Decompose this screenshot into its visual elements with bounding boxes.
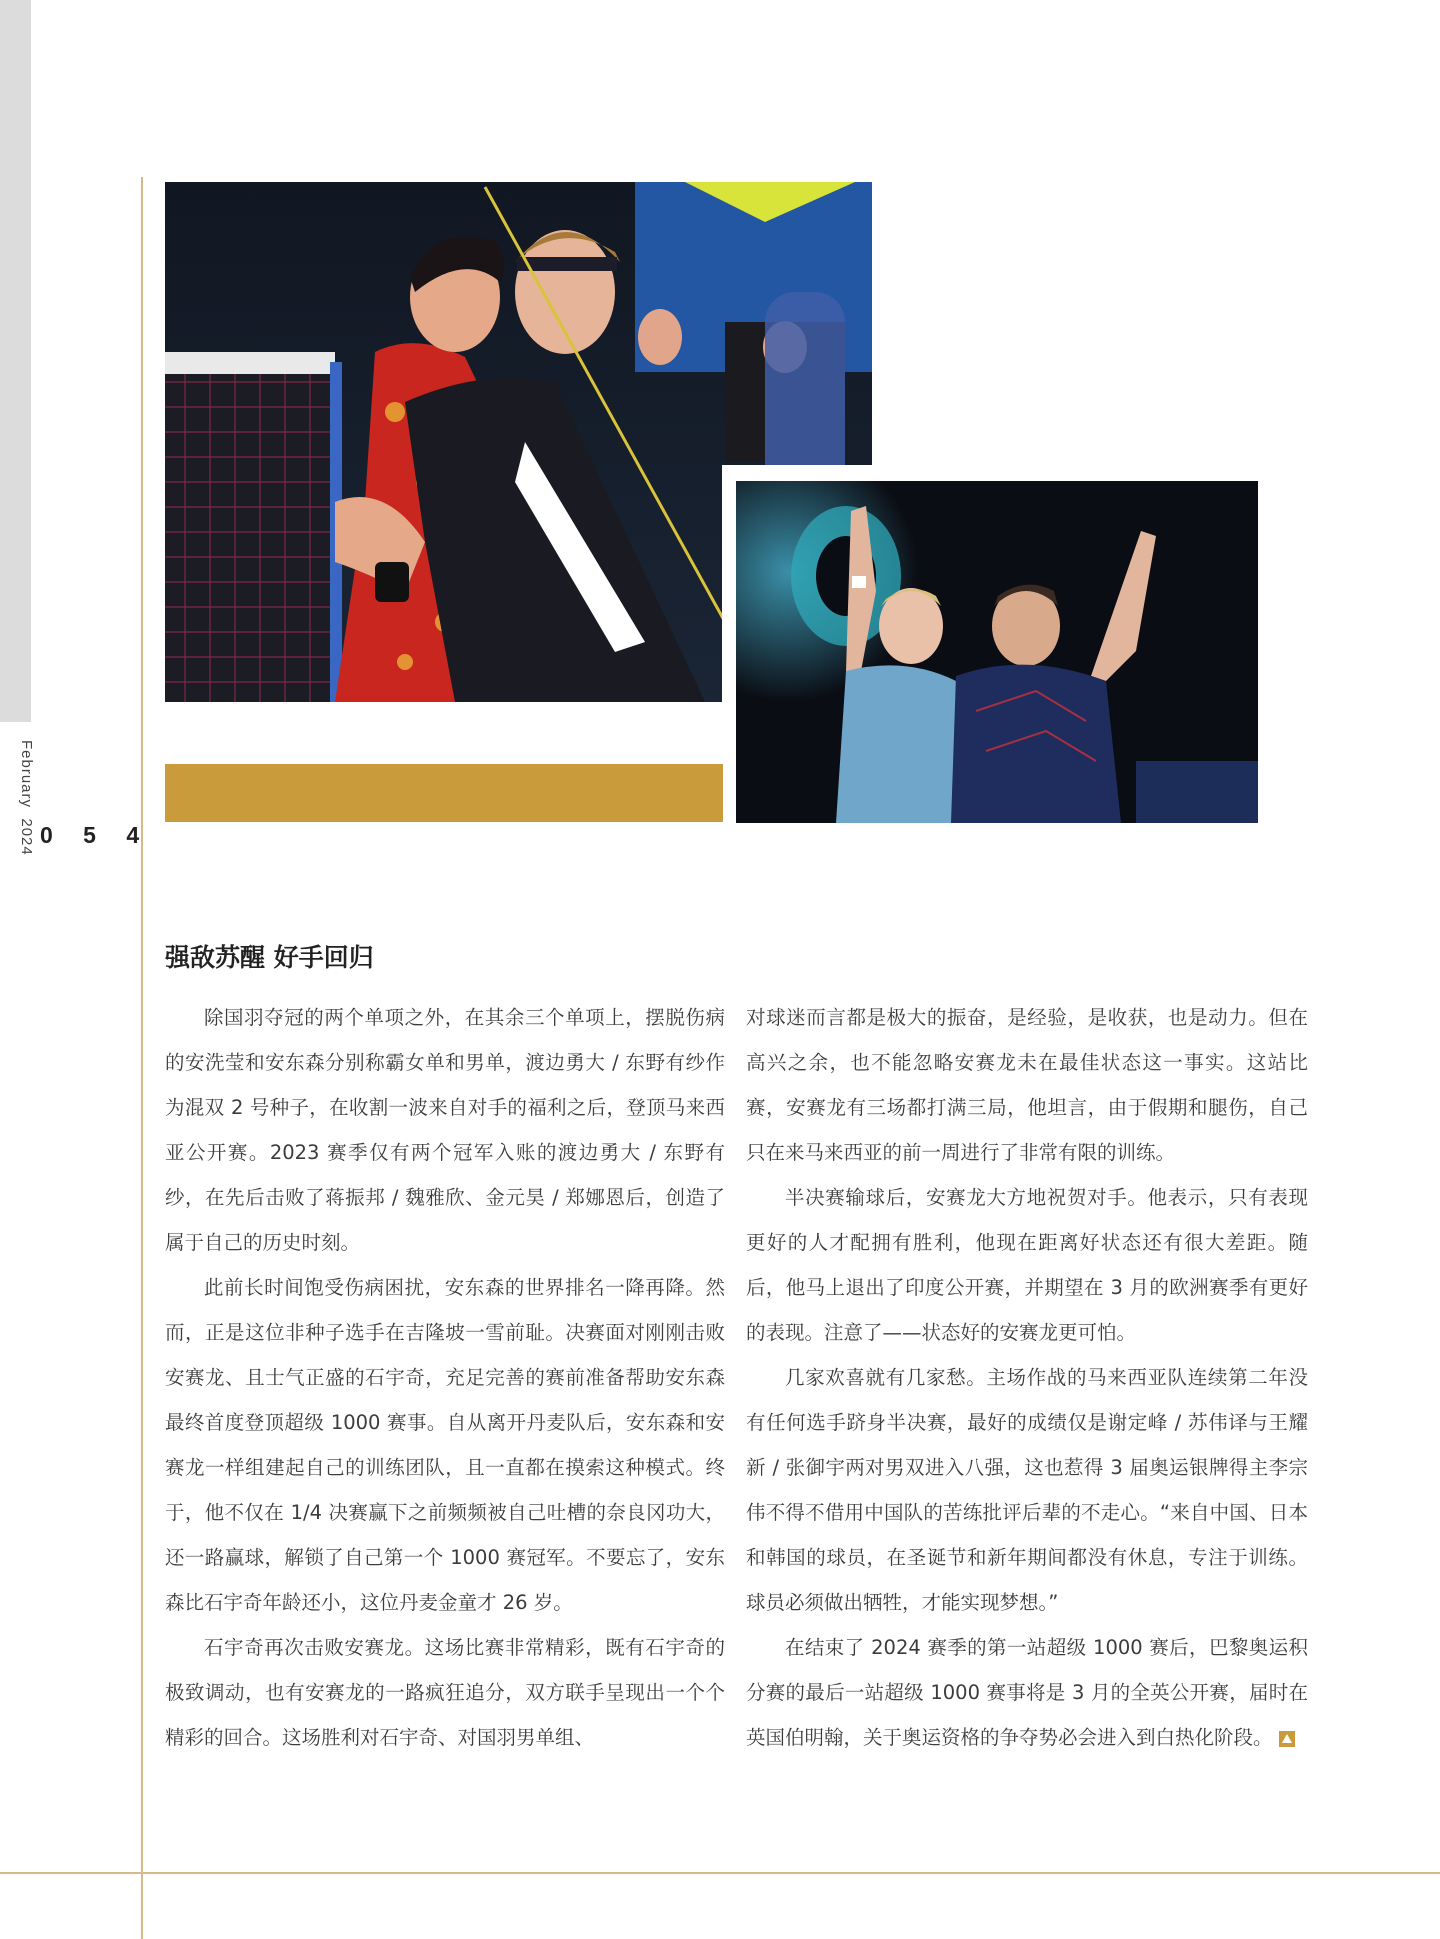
paragraph-last — [746, 1625, 1308, 1760]
margin-rule-vertical — [141, 177, 143, 1939]
article-column-right — [746, 995, 1308, 1760]
paragraph: 除国羽夺冠的两个单项之外，在其余三个单项上，摆脱伤病的安洗莹和安东森分别称霸女单和男单，渡边勇大 / 东野有纱作为混双 2 号种子，在收割一波来自对手的福利之后，登顶马来西亚公开赛。2023 赛季仅有两个冠军入账的渡边勇大 / 东野有纱，在先后击败了蒋振邦 / 魏雅欣、金元昊 / 郑娜恩后，创造了属于自己的历史时刻。 — [165, 1006, 725, 1254]
end-mark-icon — [1279, 1731, 1295, 1747]
issue-month: February — [18, 740, 35, 809]
paragraph: 几家欢喜就有几家愁。主场作战的马来西亚队连续第二年没有任何选手跻身半决赛，最好的成绩仅是谢定峰 / 苏伟译与王耀新 / 张御宇两对男双进入八强，这也惹得 3 届奥运银牌得主李宗伟不得不借用中国队的苦练批评后辈的不走心。“来自中国、日本和韩国的球员，在圣诞节和新年期间都没有休息，专注于训练。球员必须做出牺牲，才能实现梦想。” — [746, 1366, 1308, 1614]
accent-color-block — [165, 764, 723, 822]
side-tab-decoration — [0, 0, 31, 722]
issue-year: 2024 — [18, 818, 35, 856]
page-number: 0 5 4 — [40, 822, 152, 848]
paragraph: 半决赛输球后，安赛龙大方地祝贺对手。他表示，只有表现更好的人才配拥有胜利，他现在距离好状态还有很大差距。随后，他马上退出了印度公开赛，并期望在 3 月的欧洲赛季有更好的表现。注意了——状态好的安赛龙更可怕。 — [746, 1186, 1308, 1344]
paragraph: 对球迷而言都是极大的振奋，是经验，是收获，也是动力。但在高兴之余，也不能忽略安赛龙未在最佳状态这一事实。这站比赛，安赛龙有三场都打满三局，他坦言，由于假期和腿伤，自己只在来马来西亚的前一周进行了非常有限的训练。 — [746, 1006, 1308, 1164]
paragraph-text: 在结束了 2024 赛季的第一站超级 1000 赛后，巴黎奥运积分赛的最后一站超级 1000 赛事将是 3 月的全英公开赛，届时在英国伯明翰，关于奥运资格的争夺势必会进入到白热化阶段。 — [746, 1636, 1308, 1749]
photo-doubles-celebration-illustration — [736, 481, 1258, 823]
paragraph: 此前长时间饱受伤病困扰，安东森的世界排名一降再降。然而，正是这位非种子选手在吉隆坡一雪前耻。决赛面对刚刚击败安赛龙、且士气正盛的石宇奇，充足完善的赛前准备帮助安东森最终首度登顶超级 1000 赛事。自从离开丹麦队后，安东森和安赛龙一样组建起自己的训练团队，且一直都在摸索这种模式。终于，他不仅在 1/4 决赛赢下之前频频被自己吐槽的奈良冈功大，还一路赢球，解锁了自己第一个 1000 赛冠军。不要忘了，安东森比石宇奇年龄还小，这位丹麦金童才 26 岁。 — [165, 1276, 725, 1614]
footer-rule — [0, 1872, 1440, 1874]
article-column-left — [165, 995, 725, 1760]
issue-date — [18, 740, 35, 856]
section-heading: 强敌苏醒 好手回归 — [165, 943, 374, 972]
photo-doubles-celebration — [736, 481, 1258, 823]
paragraph: 石宇奇再次击败安赛龙。这场比赛非常精彩，既有石宇奇的极致调动，也有安赛龙的一路疯狂追分，双方联手呈现出一个个精彩的回合。这场胜利对石宇奇、对国羽男单组、 — [165, 1636, 725, 1749]
